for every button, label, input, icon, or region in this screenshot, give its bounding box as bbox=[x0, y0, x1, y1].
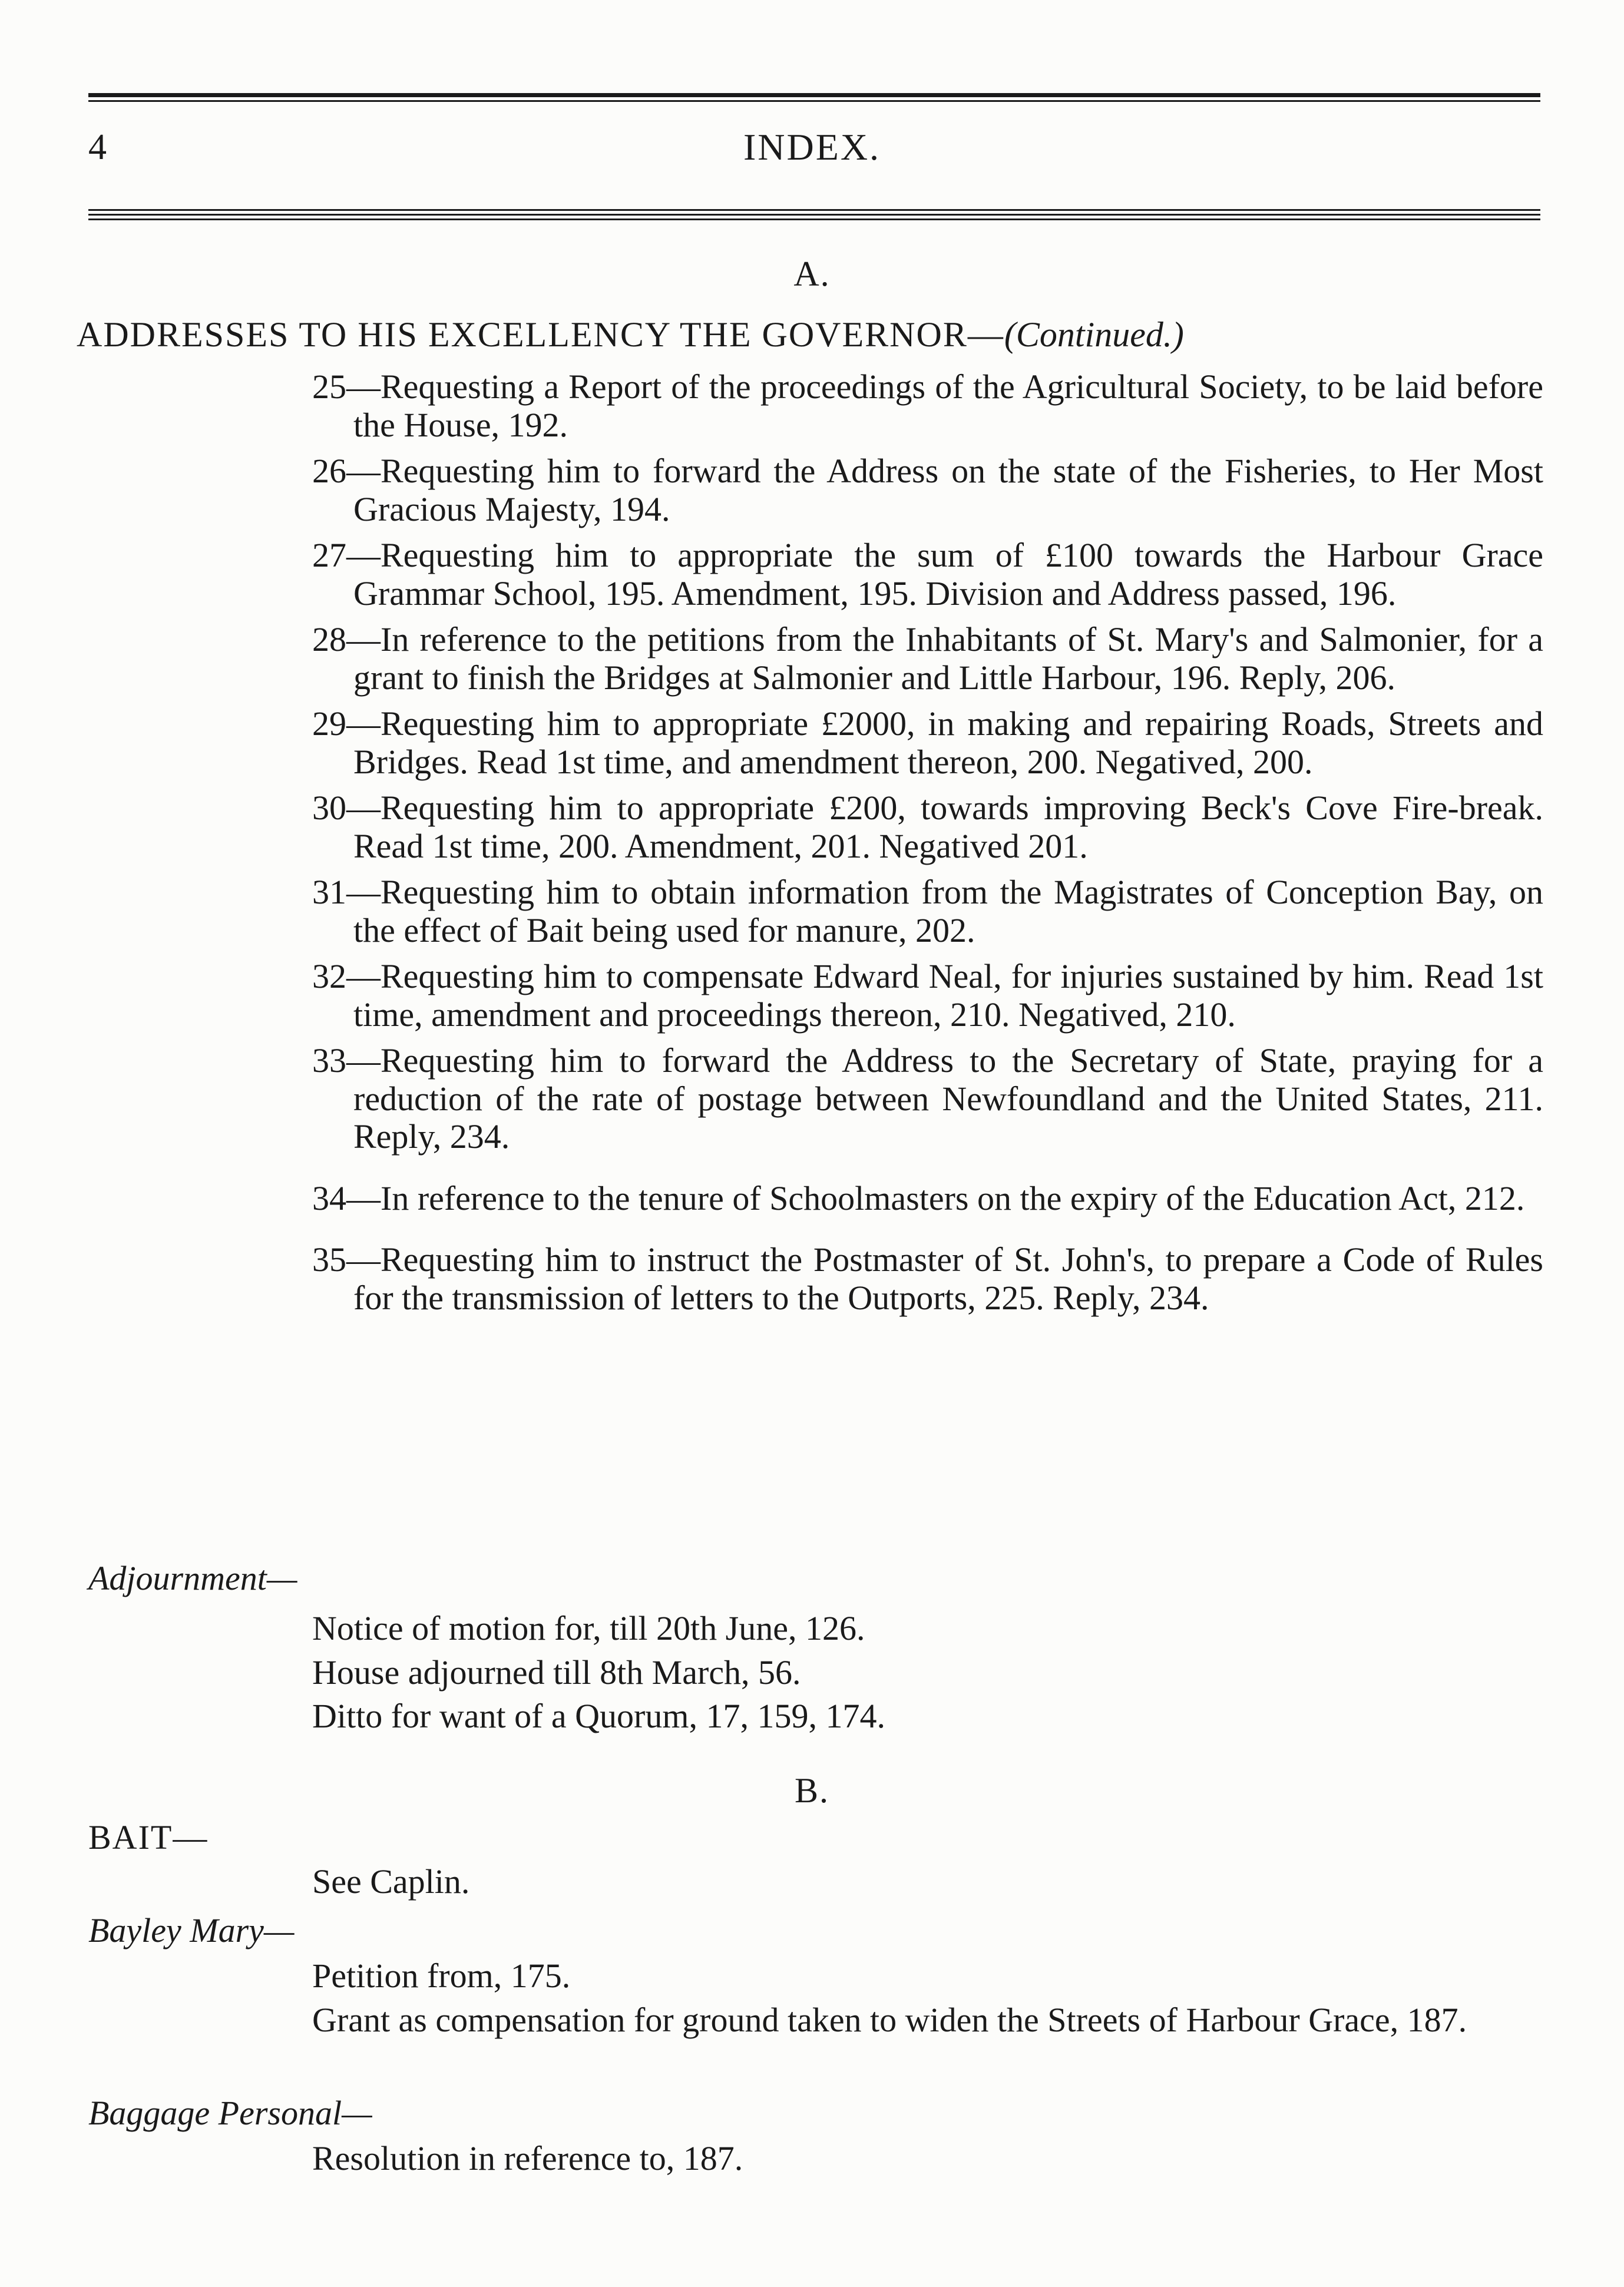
adjournment-heading: Adjournment— bbox=[88, 1559, 297, 1597]
addresses-heading bbox=[77, 311, 1184, 358]
addresses-heading-continued: (Continued.) bbox=[1004, 315, 1184, 354]
adjournment-line: Ditto for want of a Quorum, 17, 159, 174. bbox=[312, 1697, 885, 1735]
section-letter-b: B. bbox=[794, 1771, 830, 1810]
bait-line: See Caplin. bbox=[312, 1862, 470, 1901]
header-triple-rule bbox=[88, 209, 1540, 220]
index-entry-34: 34—In reference to the tenure of Schoolmasters on the expiry of the Education Act, 212. bbox=[312, 1179, 1525, 1217]
adjournment-line: House adjourned till 8th March, 56. bbox=[312, 1653, 801, 1692]
bait-heading: BAIT— bbox=[88, 1818, 209, 1856]
adjournment-line: Notice of motion for, till 20th June, 126. bbox=[312, 1609, 865, 1647]
index-entry-32: 32—Requesting him to compensate Edward Neal, for injuries sustained by him. Read 1st time, amendment and proceedings thereon, 210. Negatived, 210. bbox=[312, 957, 1543, 1034]
baggage-personal-list bbox=[312, 2140, 1543, 2184]
bait-list bbox=[312, 1863, 1543, 1907]
bayley-mary-line: Grant as compensation for ground taken to widen the Streets of Harbour Grace, 187. bbox=[312, 2000, 1467, 2039]
index-entry-35: 35—Requesting him to instruct the Postmaster of St. John's, to prepare a Code of Rules for the transmission of letters to the Outports, 225. Reply, 234. bbox=[312, 1240, 1543, 1317]
running-head: INDEX. bbox=[743, 126, 881, 168]
index-entry-31: 31—Requesting him to obtain information from the Magistrates of Conception Bay, on the effect of Bait being used for manure, 202. bbox=[312, 873, 1543, 949]
index-entry-30: 30—Requesting him to appropriate £200, towards improving Beck's Cove Fire-break. Read 1st time, 200. Amendment, 201. Negatived 201. bbox=[312, 789, 1543, 865]
index-entry-25: 25—Requesting a Report of the proceedings of the Agricultural Society, to be laid before the House, 192. bbox=[312, 368, 1543, 444]
baggage-personal-heading: Baggage Personal— bbox=[88, 2094, 372, 2132]
addresses-heading-text: ADDRESSES TO HIS EXCELLENCY THE GOVERNOR— bbox=[77, 315, 1004, 354]
index-entry-29: 29—Requesting him to appropriate £2000, in making and repairing Roads, Streets and Bridges. Read 1st time, and amendment thereon, 200. Negatived, 200. bbox=[312, 704, 1543, 781]
index-entry-28: 28—In reference to the petitions from the Inhabitants of St. Mary's and Salmonier, for a grant to finish the Bridges at Salmonier and Little Harbour, 196. Reply, 206. bbox=[312, 620, 1543, 697]
bayley-mary-line: Petition from, 175. bbox=[312, 1957, 571, 1995]
index-entry-26: 26—Requesting him to forward the Address on the state of the Fisheries, to Her Most Gracious Majesty, 194. bbox=[312, 452, 1543, 528]
bayley-mary-heading: Bayley Mary— bbox=[88, 1911, 295, 1950]
adjournment-list bbox=[312, 1610, 1543, 1742]
addresses-entry-list bbox=[312, 368, 1543, 1325]
index-entry-33: 33—Requesting him to forward the Address to the Secretary of State, praying for a reduction of the rate of postage between Newfoundland and the United States, 211. Reply, 234. bbox=[312, 1041, 1543, 1156]
bayley-mary-list bbox=[312, 1957, 1543, 2045]
top-double-rule bbox=[88, 93, 1540, 105]
section-letter-a: A. bbox=[793, 254, 831, 293]
baggage-personal-line: Resolution in reference to, 187. bbox=[312, 2139, 743, 2177]
page-number: 4 bbox=[88, 127, 107, 167]
index-entry-27: 27—Requesting him to appropriate the sum of £100 towards the Harbour Grace Grammar School, 195. Amendment, 195. Division and Address passed, 196. bbox=[312, 536, 1543, 613]
